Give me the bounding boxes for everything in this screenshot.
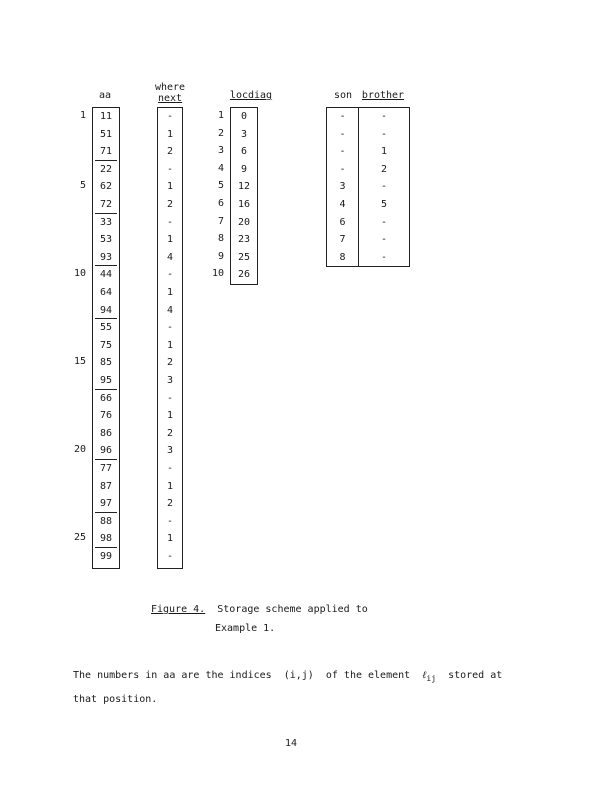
where-next-cell: 2 [166,427,174,439]
aa-cell: 75 [99,339,113,351]
body-text-pre: The numbers in aa are the indices (i,j) of the element [73,670,411,681]
aa-cell: 77 [99,463,113,474]
where-next-cell: 3 [166,445,174,457]
where-next-cell: 2 [166,146,174,158]
aa-group-separator [95,160,117,161]
brother-cell: - [380,234,388,246]
aa-cell: 71 [99,146,113,158]
aa-cell: 97 [99,498,113,510]
locdiag-index-labels [204,107,228,285]
son-cell: - [339,146,346,158]
locdiag-cell: 3 [240,128,248,140]
aa-header: aa [98,90,112,101]
aa-cell: 86 [99,427,113,439]
aa-cell: 72 [99,199,113,210]
locdiag-cell: 0 [240,111,248,122]
aa-cell: 85 [99,357,113,369]
where-next-header-line2: next [157,93,183,104]
aa-cell: 22 [99,163,113,175]
son-header: son [333,90,353,101]
brother-cell: - [380,216,388,228]
son-cell: 8 [339,251,346,263]
where-next-header-line1: where [154,82,186,93]
aa-group-separator [95,389,117,390]
aa-cell: 44 [99,269,113,281]
where-next-cell: 2 [166,498,174,510]
aa-group-separator [95,547,117,548]
aa-row-label: 20 [73,444,86,456]
locdiag-index: 7 [217,215,224,227]
aa-cell: 98 [99,533,113,545]
page-number: 14 [284,738,298,749]
ell-symbol: ℓ [422,670,427,681]
where-next-cell: - [166,515,174,527]
aa-cell: 93 [99,251,113,263]
brother-cell: - [380,251,388,263]
brother-cell: - [380,181,388,193]
son-cell: 3 [339,181,346,193]
locdiag-cell: 6 [240,146,248,158]
son-cell: 4 [339,199,346,210]
where-next-cell: 1 [166,533,174,545]
where-next-cell: 3 [166,375,174,386]
locdiag-cell: 26 [237,269,251,281]
where-next-cell: - [166,111,174,122]
where-next-cell: 1 [166,287,174,298]
aa-cell: 76 [99,410,113,422]
brother-cell: 1 [380,146,388,158]
locdiag-index: 8 [217,233,224,245]
locdiag-index: 10 [211,268,224,280]
where-next-cell: - [166,463,174,474]
locdiag-cell: 12 [237,181,251,193]
figure-caption [151,604,368,615]
where-next-cell: - [166,392,174,404]
aa-group-separator [95,318,117,319]
aa-cell: 95 [99,375,113,386]
where-next-column [157,107,183,569]
aa-cell: 33 [99,216,113,228]
son-cell: 7 [339,234,346,246]
aa-column [92,107,120,569]
locdiag-index: 4 [217,162,224,174]
aa-row-label: 25 [73,532,86,544]
locdiag-cell: 9 [240,163,248,175]
brother-cell: - [380,128,388,140]
aa-row-label: 10 [73,268,86,280]
son-cell: 6 [339,216,346,228]
locdiag-header: locdiag [229,90,273,101]
brother-cell: 2 [380,163,388,175]
son-cell: - [339,128,346,140]
where-next-cell: 2 [166,357,174,369]
body-paragraph-line2: that position. [73,694,158,705]
locdiag-cell: 23 [237,234,251,246]
locdiag-index: 1 [217,110,224,121]
brother-cell: 5 [380,199,388,210]
locdiag-index: 6 [217,198,224,209]
aa-group-separator [95,265,117,266]
aa-cell: 53 [99,234,113,246]
aa-group-separator [95,459,117,460]
brother-header: brother [361,90,405,101]
where-next-cell: - [166,163,174,175]
where-next-cell: 1 [166,181,174,193]
aa-row-label: 5 [79,180,86,192]
where-next-cell: - [166,551,174,562]
aa-cell: 55 [99,322,113,334]
where-next-cell: 1 [166,410,174,422]
where-next-cell: 1 [166,339,174,351]
locdiag-index: 9 [217,250,224,262]
aa-cell: 99 [99,551,113,562]
aa-row-labels [66,107,90,567]
where-next-cell: - [166,269,174,281]
son-cell: - [339,163,346,175]
aa-cell: 94 [99,304,113,316]
figure-label: Figure 4. [151,604,206,615]
aa-row-label: 1 [79,110,86,121]
where-next-cell: 2 [166,199,174,210]
aa-cell: 51 [99,128,113,140]
where-next-cell: 1 [166,234,174,246]
aa-cell: 66 [99,392,113,404]
son-brother-table [326,107,410,267]
where-next-cell: - [166,322,174,334]
caption-line2: Example 1. [215,623,276,634]
aa-cell: 64 [99,287,113,298]
aa-cell: 88 [99,515,113,527]
brother-cell: - [380,111,388,122]
locdiag-cell: 20 [237,216,251,228]
aa-cell: 11 [99,111,113,122]
where-next-cell: 4 [166,304,174,316]
aa-cell: 87 [99,480,113,492]
locdiag-index: 5 [217,180,224,192]
aa-group-separator [95,213,117,214]
son-cell: - [339,111,346,122]
where-next-cell: 1 [166,128,174,140]
aa-cell: 62 [99,181,113,193]
aa-group-separator [95,512,117,513]
locdiag-index: 2 [217,127,224,139]
where-next-cell: 4 [166,251,174,263]
body-text-post: stored at [448,670,503,681]
aa-cell: 96 [99,445,113,457]
ell-subscript: ij [426,674,437,683]
where-next-cell: 1 [166,480,174,492]
aa-row-label: 15 [73,356,86,368]
where-next-cell: - [166,216,174,228]
locdiag-cell: 16 [237,199,251,210]
body-paragraph-line1 [73,670,543,684]
locdiag-index: 3 [217,145,224,157]
locdiag-column [230,107,258,285]
caption-line1: Storage scheme applied to [217,604,368,615]
locdiag-cell: 25 [237,251,251,263]
